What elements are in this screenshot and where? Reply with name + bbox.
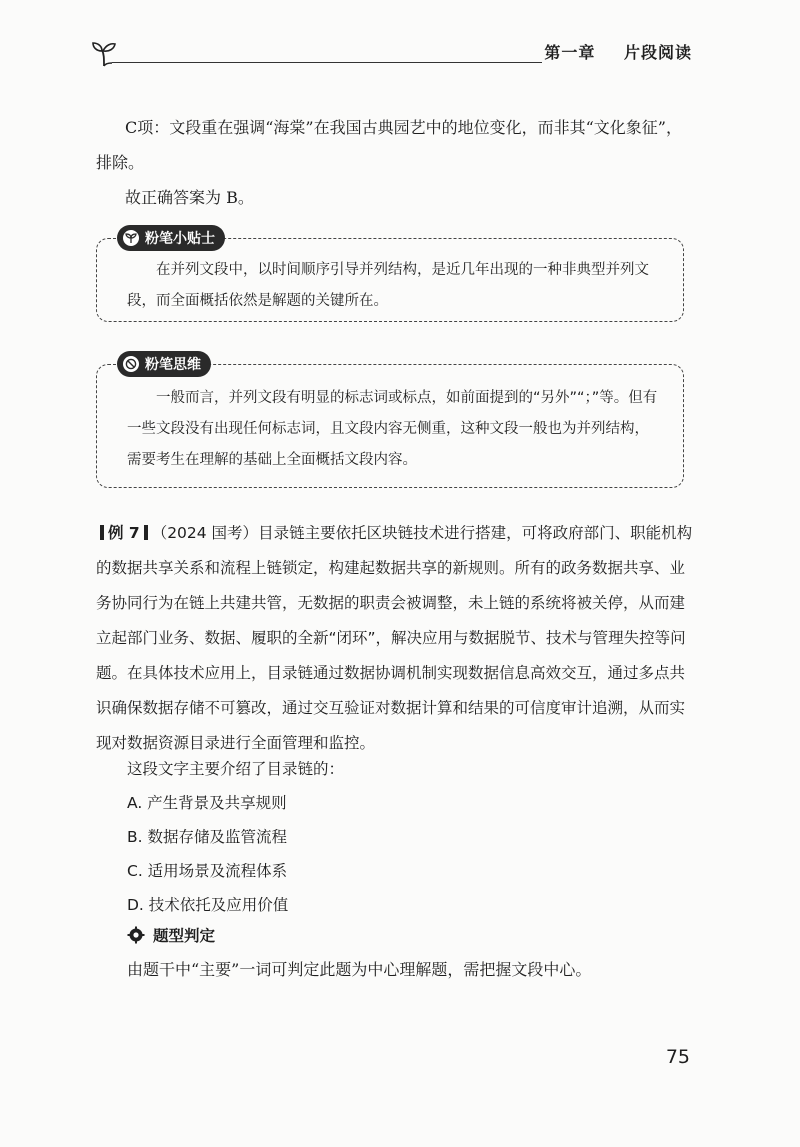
thinking-box: [96, 357, 684, 488]
bar-marker-right: [144, 525, 148, 540]
option-c-analysis: C项：文段重在强调“海棠”在我国古典园艺中的地位变化，而非其“文化象征”，排除。: [96, 118, 682, 172]
gear-icon: [127, 926, 145, 944]
section-title: 片段阅读: [623, 43, 692, 62]
example-label: 例 7: [108, 524, 140, 542]
tip-box-text: 在并列文段中，以时间顺序引导并列结构，是近几年出现的一种非典型并列文段，而全面概括依然是解题的关键所在。: [127, 262, 649, 309]
option-c[interactable]: C. 适用场景及流程体系: [127, 862, 288, 880]
judgment-title: 题型判定: [153, 927, 216, 945]
option-d[interactable]: D. 技术依托及应用价值: [127, 896, 289, 914]
example-source: （2024 国考）: [151, 524, 259, 542]
judgment-block: [127, 952, 687, 987]
tip-box-tag: [117, 225, 225, 251]
question-text: 这段文字主要介绍了目录链的：: [127, 760, 345, 778]
thinking-box-tag: [117, 351, 211, 377]
tip-box-title: 粉笔小贴士: [145, 231, 215, 247]
no-entry-icon: [123, 356, 139, 372]
page-header: [92, 40, 692, 74]
judgment-heading: [127, 924, 215, 946]
analysis-block: [96, 110, 692, 215]
example-passage-text: 目录链主要依托区块链技术进行搭建，可将政府部门、职能机构的数据共享关系和流程上链锁定，构建起数据共享的新规则。所有的政务数据共享、业务协同行为在链上共建共管，无数据的职责会被调整，未上链的系统将被关停，从而建立起部门业务、数据、履职的全新“闭环”，解决应用与数据脱节、技术与管理失控等问题。在具体技术应用上，目录链通过数据协调机制实现数据信息高效交互，通过多点共识确保数据存储不可篡改，通过交互验证对数据计算和结果的可信度审计追溯，从而实现对数据资源目录进行全面管理和监控。: [96, 524, 693, 752]
thinking-box-text: 一般而言，并列文段有明显的标志词或标点，如前面提到的“另外”“；”等。但有一些文段没有出现任何标志词，且文段内容无侧重，这种文段一般也为并列结构，需要考生在理解的基础上全面概括文段内容。: [127, 390, 658, 468]
option-a[interactable]: A. 产生背景及共享规则: [127, 794, 287, 812]
options-list: [127, 786, 687, 922]
answer-conclusion: 故正确答案为 B。: [125, 188, 254, 207]
tip-box: [96, 231, 684, 322]
thinking-box-title: 粉笔思维: [145, 357, 201, 373]
sprout-icon: [123, 230, 139, 246]
example-block: [96, 516, 694, 761]
judgment-text: 由题干中“主要”一词可判定此题为中心理解题，需把握文段中心。: [127, 960, 592, 979]
option-b[interactable]: B. 数据存储及监管流程: [127, 828, 287, 846]
sprout-icon: [92, 40, 122, 68]
question-block: [96, 752, 694, 787]
header-rule: [112, 62, 542, 63]
bar-marker-left: [100, 525, 104, 540]
page-number: 75: [665, 1046, 690, 1068]
example-passage: [96, 516, 694, 761]
chapter-title: [544, 40, 692, 63]
chapter-number: 第一章: [544, 43, 596, 62]
